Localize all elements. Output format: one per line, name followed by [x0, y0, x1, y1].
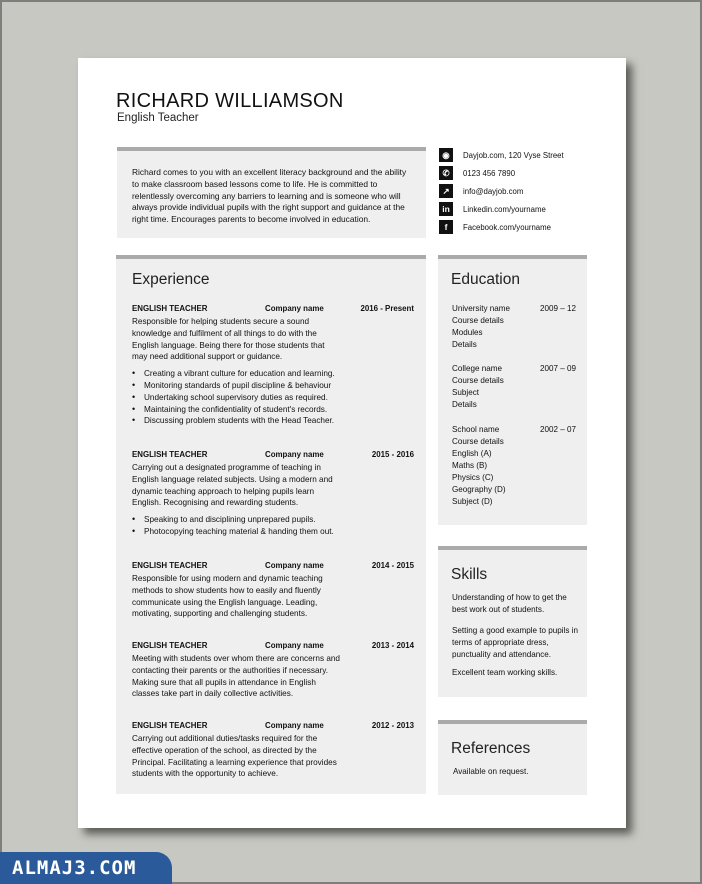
contact-phone [439, 164, 589, 182]
school-name: College name [452, 364, 502, 373]
references-text: Available on request. [453, 767, 529, 776]
education-line: Course details [452, 316, 504, 325]
contact-list [439, 146, 589, 236]
job-company: Company name [265, 450, 324, 459]
job-title: English Teacher [117, 112, 199, 124]
education-line: Physics (C) [452, 473, 494, 482]
education-line: Geography (D) [452, 485, 506, 494]
list-item: • Creating a vibrant culture for education and learning. [132, 368, 414, 380]
education-line: Maths (B) [452, 461, 488, 470]
list-item: • Undertaking school supervisory duties as required. [132, 392, 414, 404]
education-line: Course details [452, 437, 504, 446]
location-pin-icon: ◉ [439, 148, 453, 162]
references-section [438, 720, 587, 795]
job-description: Carrying out a designated programme of teaching in English language related subjects. Using a modern and dynamic teaching approach to helping pupils learn English. Recognising and rewarding students. [132, 463, 333, 508]
contact-phone-text[interactable]: 0123 456 7890 [463, 168, 516, 178]
candidate-name: RICHARD WILLIAMSON [116, 90, 344, 112]
education-entry-3 [452, 424, 576, 508]
job-title: ENGLISH TEACHER [132, 561, 208, 570]
education-heading: Education [451, 271, 520, 288]
job-description: Carrying out additional duties/tasks required for the effective operation of the school, as directed by the Principal. Facilitating a learning experience that provides students with the opportunity to achieve. [132, 734, 337, 779]
facebook-icon: f [439, 220, 453, 234]
education-section [438, 255, 587, 525]
experience-job-4 [132, 640, 414, 700]
job-dates: 2016 - Present [360, 304, 414, 313]
job-dates: 2012 - 2013 [371, 721, 414, 730]
job-bullets [132, 368, 414, 427]
experience-section [116, 255, 426, 794]
job-company: Company name [265, 561, 324, 570]
site-watermark: ALMAJ3.COM [0, 852, 172, 884]
phone-icon: ✆ [439, 166, 453, 180]
education-years: 2007 – 09 [539, 364, 576, 373]
contact-linkedin-text[interactable]: Linkedin.com/yourname [463, 204, 546, 214]
education-line: English (A) [452, 449, 492, 458]
education-entry-1 [452, 303, 576, 351]
education-line: Subject [452, 388, 479, 397]
contact-address-text[interactable]: Dayjob.com, 120 Vyse Street [463, 150, 564, 160]
job-title: ENGLISH TEACHER [132, 450, 208, 459]
education-line: Modules [452, 328, 483, 337]
list-item: • Speaking to and disciplining unprepared pupils. [132, 514, 414, 526]
job-bullets [132, 514, 414, 538]
email-icon: ↗ [439, 184, 453, 198]
contact-email [439, 182, 589, 200]
list-item: • Discussing problem students with the Head Teacher. [132, 415, 414, 427]
skill-item: Understanding of how to get the best work out of students. [452, 593, 567, 614]
job-title: ENGLISH TEACHER [132, 304, 208, 313]
education-years: 2009 – 12 [539, 304, 576, 313]
job-description: Responsible for helping students secure a sound knowledge and fulfilment of all things to do with the English language. Being there for those students that may need additional support or guidance. [132, 317, 325, 362]
experience-job-1 [132, 303, 414, 427]
job-title: ENGLISH TEACHER [132, 721, 208, 730]
skill-item: Setting a good example to pupils in terms of appropriate dress, punctuality and attendance. [452, 626, 578, 659]
experience-job-3 [132, 560, 414, 620]
education-entry-2 [452, 363, 576, 411]
contact-facebook-text[interactable]: Facebook.com/yourname [463, 222, 551, 232]
contact-facebook [439, 218, 589, 236]
job-company: Company name [265, 304, 324, 313]
school-name: University name [452, 304, 511, 313]
linkedin-icon: in [439, 202, 453, 216]
job-description: Responsible for using modern and dynamic teaching methods to show students how to easily and fluently communicate using the English language. Leading, motivating, supporting and challenging students. [132, 574, 323, 619]
job-description: Meeting with students over whom there are concerns and contacting their parents or the authorities if necessary. Making sure that all pupils in attendance in English classes take part in daily collective activities. [132, 654, 340, 699]
list-item: • Photocopying teaching material & handing them out. [132, 526, 414, 538]
job-dates: 2013 - 2014 [371, 641, 414, 650]
profile-summary: Richard comes to you with an excellent literacy background and the ability to make classroom based lessons come to life. He is committed to relentlessly overcoming any barriers to learning and is someone who will always provide individual pupils with the right support and guidance at the right time. Encourages parents to become involved in education. [117, 147, 426, 238]
job-title: ENGLISH TEACHER [132, 641, 208, 650]
contact-email-text[interactable]: info@dayjob.com [463, 186, 524, 196]
education-line: Details [452, 340, 477, 349]
contact-address [439, 146, 589, 164]
job-dates: 2015 - 2016 [371, 450, 414, 459]
job-dates: 2014 - 2015 [371, 561, 414, 570]
job-company: Company name [265, 641, 324, 650]
skills-heading: Skills [451, 566, 488, 583]
skills-section [438, 546, 587, 697]
job-company: Company name [265, 721, 324, 730]
experience-heading: Experience [132, 271, 210, 288]
contact-linkedin [439, 200, 589, 218]
list-item: • Monitoring standards of pupil discipline & behaviour [132, 380, 414, 392]
education-line: Details [452, 400, 477, 409]
experience-job-5 [132, 720, 414, 780]
education-line: Subject (D) [452, 497, 493, 506]
school-name: School name [452, 425, 500, 434]
education-years: 2002 – 07 [539, 425, 576, 434]
skill-item: Excellent team working skills. [452, 668, 558, 677]
references-heading: References [451, 740, 531, 757]
list-item: • Maintaining the confidentiality of student's records. [132, 404, 414, 416]
education-line: Course details [452, 376, 504, 385]
experience-job-2 [132, 449, 414, 538]
